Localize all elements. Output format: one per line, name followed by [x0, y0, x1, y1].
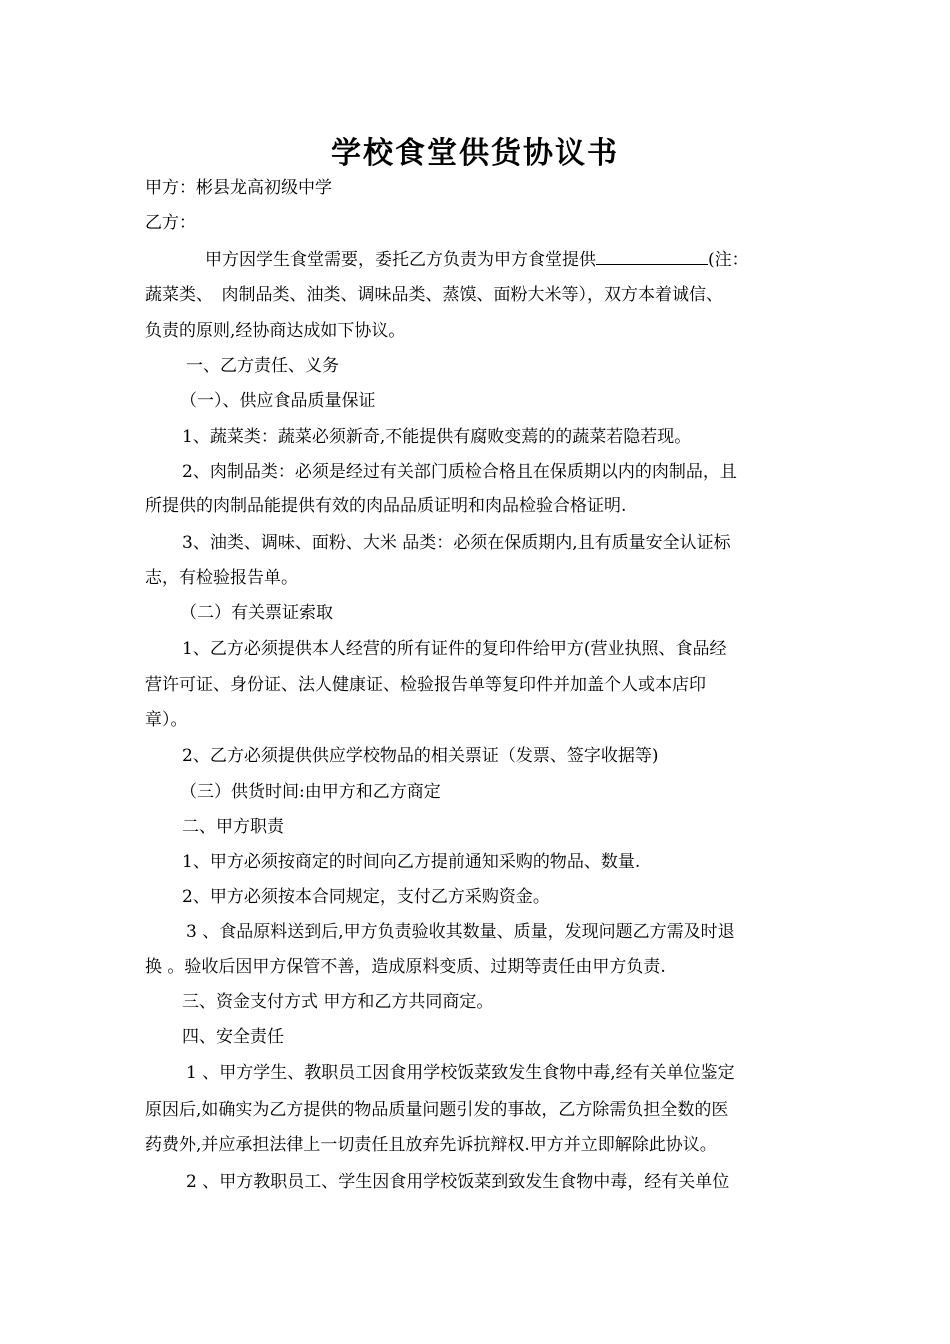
- party-a-line: 甲方：彬县龙高初级中学: [145, 178, 332, 198]
- section-3-heading: 三、资金支付方式 甲方和乙方共同商定。: [182, 992, 494, 1012]
- section-4-item-1-line-3: 药费外,并应承担法律上一切责任且放弃先诉抗辩权.甲方并立即解除此协议。: [145, 1135, 717, 1155]
- section-4-item-2-line-1: 2 、甲方教职员工、学生因食用学校饭菜到致发生食物中毒，经有关单位: [186, 1172, 730, 1192]
- section-1-sub-3: （三）供货时间:由甲方和乙方商定: [180, 782, 441, 802]
- intro-text-after-blank: (注：: [708, 250, 749, 270]
- section-1-item-1: 1、蔬菜类：蔬菜必须新奇,不能提供有腐败变蔫的的蔬菜若隐若现。: [182, 427, 692, 447]
- section-4-item-1-line-1: 1 、甲方学生、教职员工因食用学校饭菜致发生食物中毒,经有关单位鉴定: [186, 1063, 735, 1083]
- section-1-sub-1: （一）、供应食品质量保证: [180, 391, 376, 411]
- document-title: 学校食堂供货协议书: [331, 136, 619, 171]
- section-1-heading: 一、乙方责任、义务: [186, 356, 339, 376]
- intro-line-1: [205, 246, 815, 272]
- section-2-heading: 二、甲方职责: [182, 817, 284, 837]
- section-1-permit-1-line-3: 章）。: [145, 710, 188, 730]
- section-1-item-3-line-2: 志，有检验报告单。: [145, 568, 298, 588]
- section-2-item-1: 1、甲方必须按商定的时间向乙方提前通知采购的物品、数量.: [182, 852, 641, 872]
- party-b-line: 乙方：: [145, 213, 196, 233]
- section-1-item-2-line-1: 2、肉制品类：必须是经过有关部门质检合格且在保质期以内的肉制品，且: [182, 462, 737, 482]
- section-1-item-3-line-1: 3、油类、调味、面粉、大米 品类：必须在保质期内,且有质量安全认证标: [182, 533, 731, 553]
- section-1-permit-1-line-2: 营许可证、身份证、法人健康证、检验报告单等复印件并加盖个人或本店印: [145, 675, 706, 695]
- fill-in-blank: [596, 246, 708, 265]
- section-2-item-3-line-2: 换 。验收后因甲方保管不善，造成原料变质、过期等责任由甲方负责.: [145, 957, 666, 977]
- section-2-item-3-line-1: 3 、食品原料送到后,甲方负责验收其数量、质量，发现问题乙方需及时退: [186, 922, 735, 942]
- section-4-heading: 四、安全责任: [182, 1027, 284, 1047]
- section-1-item-2-line-2: 所提供的肉制品能提供有效的肉品品质证明和肉品检验合格证明.: [145, 496, 627, 516]
- section-1-permit-2: 2、乙方必须提供供应学校物品的相关票证（发票、签字收据等): [182, 746, 659, 766]
- section-1-sub-2: （二）有关票证索取: [180, 603, 333, 623]
- intro-line-3: 负责的原则,经协商达成如下协议。: [145, 321, 406, 341]
- section-1-permit-1-line-1: 1、乙方必须提供本人经营的所有证件的复印件给甲方(营业执照、食品经: [182, 639, 727, 659]
- section-4-item-1-line-2: 原因后,如确实为乙方提供的物品质量问题引发的事故，乙方除需负担全数的医: [145, 1100, 729, 1120]
- section-2-item-2: 2、甲方必须按本合同规定，支付乙方采购资金。: [182, 887, 550, 907]
- intro-text-before-blank: 甲方因学生食堂需要，委托乙方负责为甲方食堂提供: [205, 250, 596, 270]
- intro-line-2: 蔬菜类、 肉制品类、油类、调味品类、蒸馍、面粉大米等），双方本着诚信、: [145, 285, 723, 305]
